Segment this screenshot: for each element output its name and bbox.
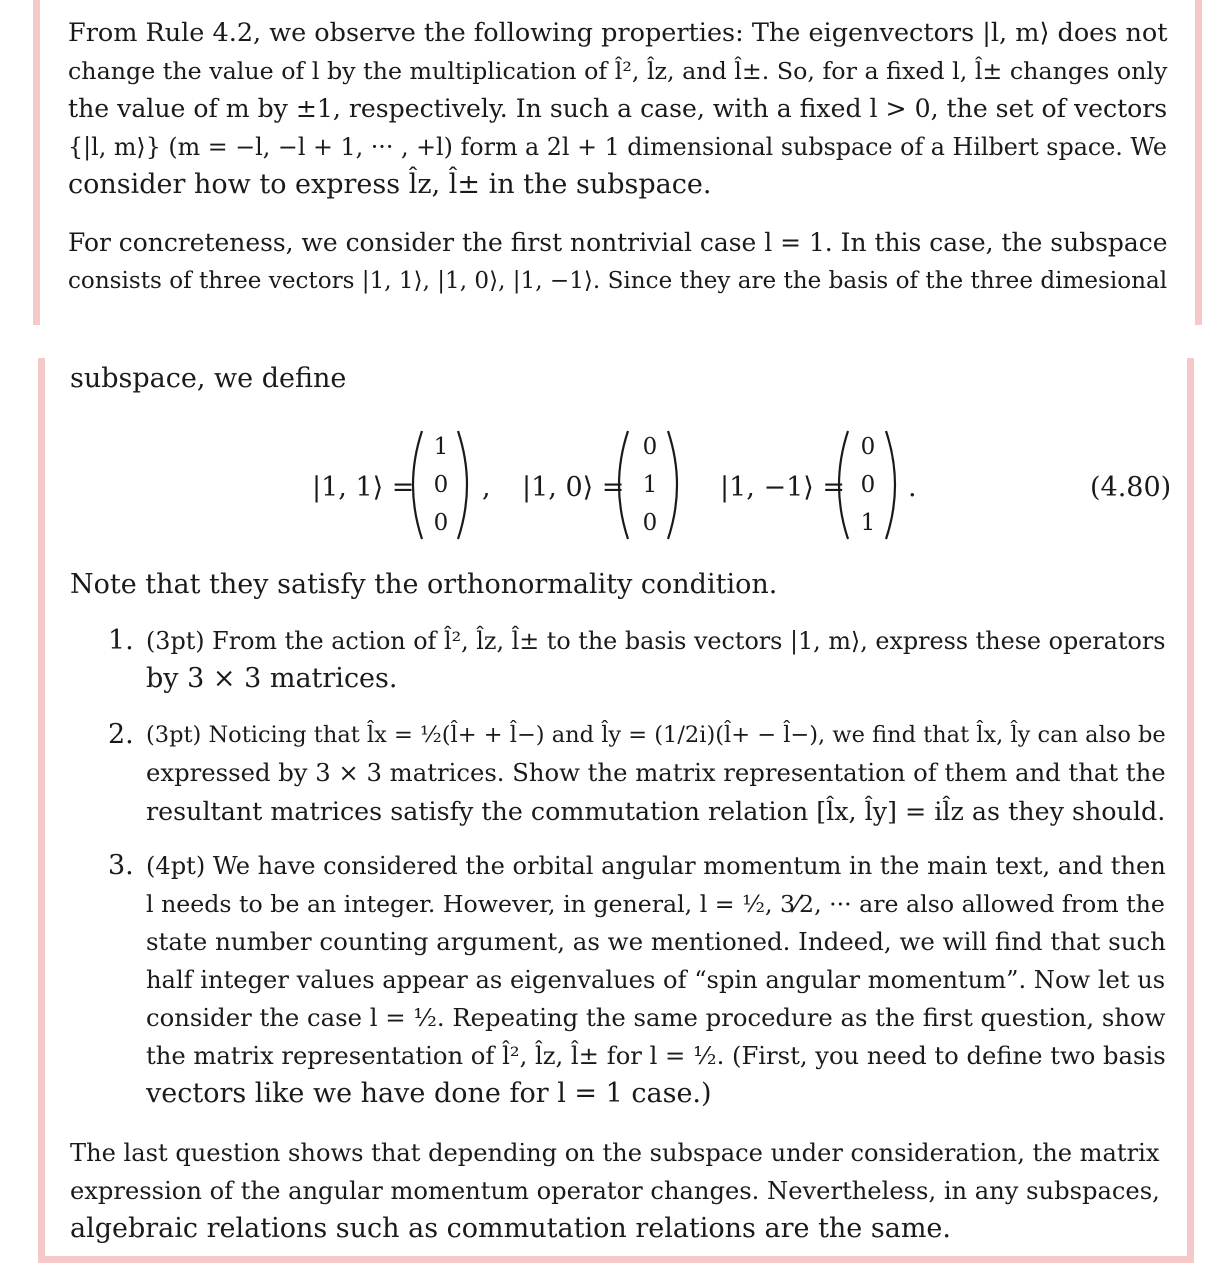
text-line: expressed by 3 × 3 matrices. Show the matrix representation of them and that the <box>146 758 1166 787</box>
list-item-number: 2. <box>108 719 134 750</box>
text-line: {|l, m⟩} (m = −l, −l + 1, ··· , +l) form a 2l + 1 dimensional subspace of a Hilbert space. We <box>68 133 1167 161</box>
right-paren <box>452 429 480 541</box>
list-item-number: 3. <box>108 850 134 881</box>
text-line: From Rule 4.2, we observe the following properties: The eigenvectors |l, m⟩ does not <box>68 18 1168 48</box>
vector-entry: 0 <box>642 510 658 536</box>
vector-label: |1, −1⟩ = <box>720 472 845 503</box>
text-line: resultant matrices satisfy the commutation relation [l̂x, l̂y] = il̂z as they should. <box>146 796 1166 826</box>
text-line: subspace, we define <box>70 363 347 394</box>
list-item-body <box>146 622 1166 698</box>
equation-number: (4.80) <box>1090 472 1172 503</box>
list-item-body <box>146 716 1166 830</box>
equation-4-80 <box>0 425 1228 545</box>
text-line: (3pt) Noticing that l̂x = ½(l̂+ + l̂−) and l̂y = (1/2i)(l̂+ − l̂−), we find that l̂x, l̂y can also be <box>146 722 1166 748</box>
bottom-border-bar <box>38 1256 1194 1263</box>
text-line: change the value of l by the multiplication of l̂², l̂z, and l̂±. So, for a fixed l, l̂± changes only <box>68 57 1168 85</box>
right-border-bar <box>1195 0 1202 325</box>
text-line: For concreteness, we consider the first nontrivial case l = 1. In this case, the subspace <box>68 228 1168 257</box>
period: . <box>908 472 917 503</box>
vector-entry: 1 <box>433 434 449 460</box>
vector-label: |1, 0⟩ = <box>522 472 625 503</box>
list-item-number: 1. <box>108 625 134 656</box>
text-line: consists of three vectors |1, 1⟩, |1, 0⟩, |1, −1⟩. Since they are the basis of the three dimesional <box>68 268 1168 294</box>
text-line: Note that they satisfy the orthonormality condition. <box>70 569 778 600</box>
text-line: the value of m by ±1, respectively. In such a case, with a fixed l > 0, the set of vectors <box>68 94 1168 123</box>
text-line: half integer values appear as eigenvalues of “spin angular momentum”. Now let us <box>146 966 1166 994</box>
text-line: consider the case l = ½. Repeating the same procedure as the first question, show <box>146 1003 1166 1032</box>
text-line: vectors like we have done for l = 1 case.) <box>146 1078 712 1109</box>
paragraph-closing <box>70 1134 1160 1248</box>
vector-entry: 0 <box>642 434 658 460</box>
text-line: state number counting argument, as we mentioned. Indeed, we will find that such <box>146 927 1166 956</box>
text-line: consider how to express l̂z, l̂± in the subspace. <box>68 169 712 200</box>
paragraph-rule-properties <box>68 14 1168 204</box>
text-line: (3pt) From the action of l̂², l̂z, l̂± to the basis vectors |1, m⟩, express these operators <box>146 627 1166 655</box>
paragraph-note <box>70 566 1160 604</box>
text-line: expression of the angular momentum operator changes. Nevertheless, in any subspaces, <box>70 1177 1160 1205</box>
text-line: (4pt) We have considered the orbital angular momentum in the main text, and then <box>146 852 1166 880</box>
vector-entry: 0 <box>433 472 449 498</box>
list-item-body <box>146 847 1166 1113</box>
vector-entry: 0 <box>860 434 876 460</box>
vector-entry: 1 <box>860 510 876 536</box>
vector-entry: 0 <box>433 510 449 536</box>
comma: , <box>482 472 491 503</box>
text-line: algebraic relations such as commutation relations are the same. <box>70 1213 951 1244</box>
text-line: l needs to be an integer. However, in general, l = ½, 3⁄2, ··· are also allowed from the <box>146 890 1165 918</box>
vector-entry: 1 <box>642 472 658 498</box>
paragraph-define <box>70 360 1160 398</box>
vector-entry: 0 <box>860 472 876 498</box>
text-line: the matrix representation of l̂², l̂z, l̂± for l = ½. (First, you need to define two basis <box>146 1041 1166 1070</box>
paragraph-concreteness <box>68 224 1168 300</box>
right-paren <box>880 429 908 541</box>
right-paren <box>662 429 690 541</box>
text-line: by 3 × 3 matrices. <box>146 663 398 694</box>
vector-label: |1, 1⟩ = <box>312 472 415 503</box>
text-line: The last question shows that depending on the subspace under consideration, the matrix <box>70 1139 1160 1167</box>
left-border-bar <box>33 0 40 325</box>
